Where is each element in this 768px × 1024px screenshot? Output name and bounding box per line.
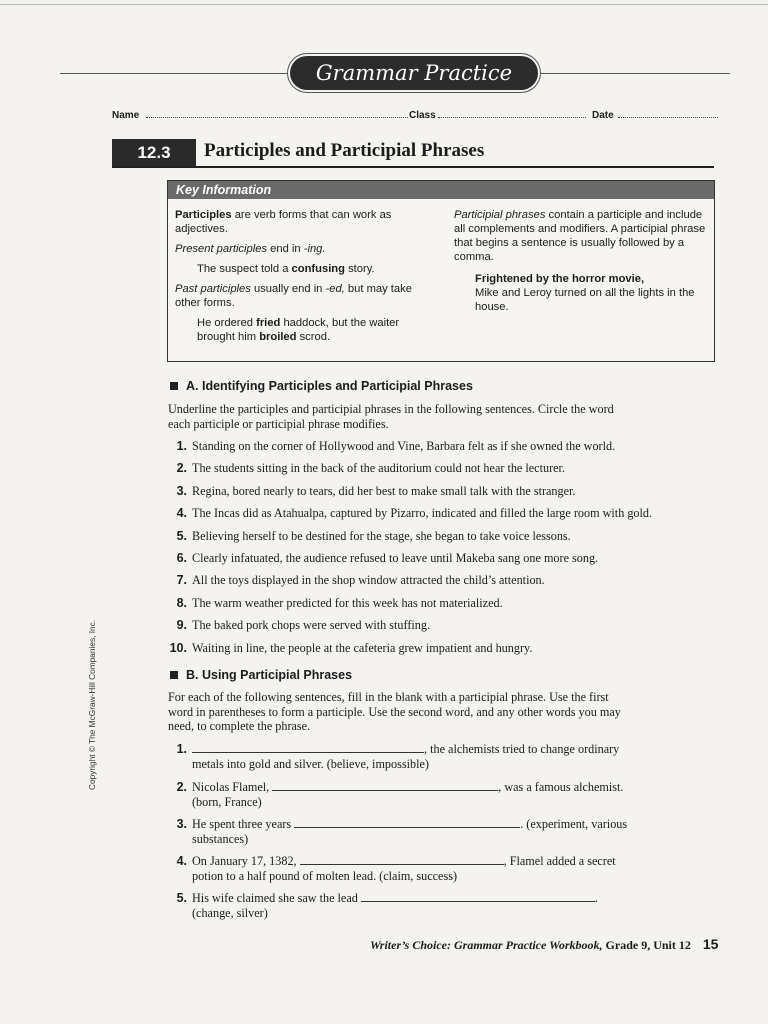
item-number: 9.	[176, 618, 187, 633]
item-number: 7.	[176, 573, 187, 588]
top-rule	[0, 4, 768, 5]
answer-blank[interactable]	[294, 817, 520, 828]
item-text: The baked pork chops were served with stuffing.	[192, 618, 431, 633]
answer-blank[interactable]	[192, 742, 424, 753]
item-number: 3.	[176, 483, 187, 498]
item-text: Waiting in line, the people at the cafeteria grew impatient and hungry.	[192, 640, 533, 655]
item-line-1: On January 17, 1382, , Flamel added a secret	[192, 854, 616, 868]
past-participle-example: He ordered fried haddock, but the waiter brought him broiled scrod.	[197, 317, 400, 343]
item-number: 5.	[176, 891, 187, 905]
item-number: 1.	[176, 439, 187, 453]
answer-blank[interactable]	[272, 780, 498, 791]
participial-phrase-example: Frightened by the horror movie, Mike and Leroy turned on all the lights in the house.	[475, 273, 695, 313]
item-line-2: potion to a half pound of molten lead. (claim, success)	[192, 869, 458, 883]
key-information-box	[167, 180, 715, 362]
banner-title: Grammar Practice	[290, 56, 538, 90]
item-line-2: metals into gold and silver. (believe, impossible)	[192, 757, 429, 771]
past-participles-rule: Past participles usually end in -ed, but may take other forms.	[175, 283, 412, 309]
item-text: The Incas did as Atahualpa, captured by Pizarro, indicated and filled the large room with gold.	[192, 506, 653, 521]
section-a-heading: A. Identifying Participles and Participial Phrases	[170, 379, 473, 393]
item-line-1: His wife claimed she saw the lead .	[192, 891, 598, 905]
answer-blank[interactable]	[361, 891, 595, 902]
item-text: Believing herself to be destined for the stage, she began to take voice lessons.	[192, 528, 571, 543]
item-text: All the toys displayed in the shop window attracted the child’s attention.	[192, 573, 545, 588]
footer-grade: Grade 9, Unit 12	[602, 938, 691, 952]
item-line-2: substances)	[192, 832, 249, 846]
present-participle-example: The suspect told a confusing story.	[197, 263, 375, 275]
item-number: 8.	[176, 595, 187, 610]
key-information-heading: Key Information	[168, 181, 714, 199]
item-text: The warm weather predicted for this week has not materialized.	[192, 595, 503, 610]
item-text: Standing on the corner of Hollywood and Vine, Barbara felt as if she owned the world.	[192, 439, 616, 453]
item-number: 2.	[176, 461, 187, 476]
section-b-heading: B. Using Participial Phrases	[170, 668, 352, 682]
page-number: 15	[702, 936, 719, 952]
class-label: Class	[409, 110, 436, 121]
class-field[interactable]	[438, 117, 586, 118]
item-text: The students sitting in the back of the auditorium could not hear the lecturer.	[192, 461, 565, 476]
name-class-date-row	[112, 110, 718, 124]
date-label: Date	[592, 110, 614, 121]
item-number: 6.	[176, 551, 187, 565]
name-label: Name	[112, 110, 140, 121]
item-text: Regina, bored nearly to tears, did her best to make small talk with the stranger.	[192, 483, 576, 498]
item-line-2: (change, silver)	[192, 906, 268, 920]
footer-title: Writer’s Choice: Grammar Practice Workbook,	[370, 938, 603, 952]
square-bullet-icon	[170, 382, 178, 390]
lesson-rule	[112, 166, 714, 168]
key-info-right-column	[454, 208, 708, 320]
item-text: Clearly infatuated, the audience refused to leave until Makeba sang one more song.	[192, 551, 599, 565]
lesson-number: 12.3	[112, 139, 196, 167]
key-info-left-column	[175, 208, 437, 350]
participial-phrases-definition: Participial phrases contain a participle and include all complements and modifiers. A participial phrase that begins a sentence is usually followed by a comma.	[454, 209, 706, 263]
item-line-1: He spent three years . (experiment, various	[192, 817, 628, 831]
item-number: 4.	[176, 854, 187, 868]
present-participles-rule: Present participles end in -ing.	[175, 243, 326, 255]
copyright-notice: Copyright © The McGraw-Hill Companies, Inc.	[87, 619, 97, 790]
item-number: 1.	[176, 742, 187, 756]
answer-blank[interactable]	[300, 854, 504, 865]
date-field[interactable]	[618, 117, 718, 118]
participles-definition: Participles are verb forms that can work as adjectives.	[175, 209, 392, 235]
section-a-instructions: Underline the participles and participial phrases in the following sentences. Circle the word each participle or participial phrase modifies.	[168, 402, 614, 431]
lesson-title: Participles and Participial Phrases	[204, 140, 485, 161]
item-number: 5.	[176, 528, 187, 543]
square-bullet-icon	[170, 671, 178, 679]
item-line-2: (born, France)	[192, 795, 262, 809]
name-field[interactable]	[146, 117, 408, 118]
item-line-1: , the alchemists tried to change ordinary	[192, 742, 619, 757]
page-footer	[370, 936, 718, 953]
item-number: 2.	[176, 780, 187, 794]
item-number: 4.	[176, 506, 187, 521]
item-line-1: Nicolas Flamel, , was a famous alchemist.	[192, 780, 624, 794]
item-number: 10.	[169, 640, 187, 655]
section-b-instructions: For each of the following sentences, fill in the blank with a participial phrase. Use the first word in parentheses to form a participle. Use the second word, and any other words you may need, to complete the phrase.	[168, 690, 621, 733]
item-number: 3.	[176, 817, 187, 831]
